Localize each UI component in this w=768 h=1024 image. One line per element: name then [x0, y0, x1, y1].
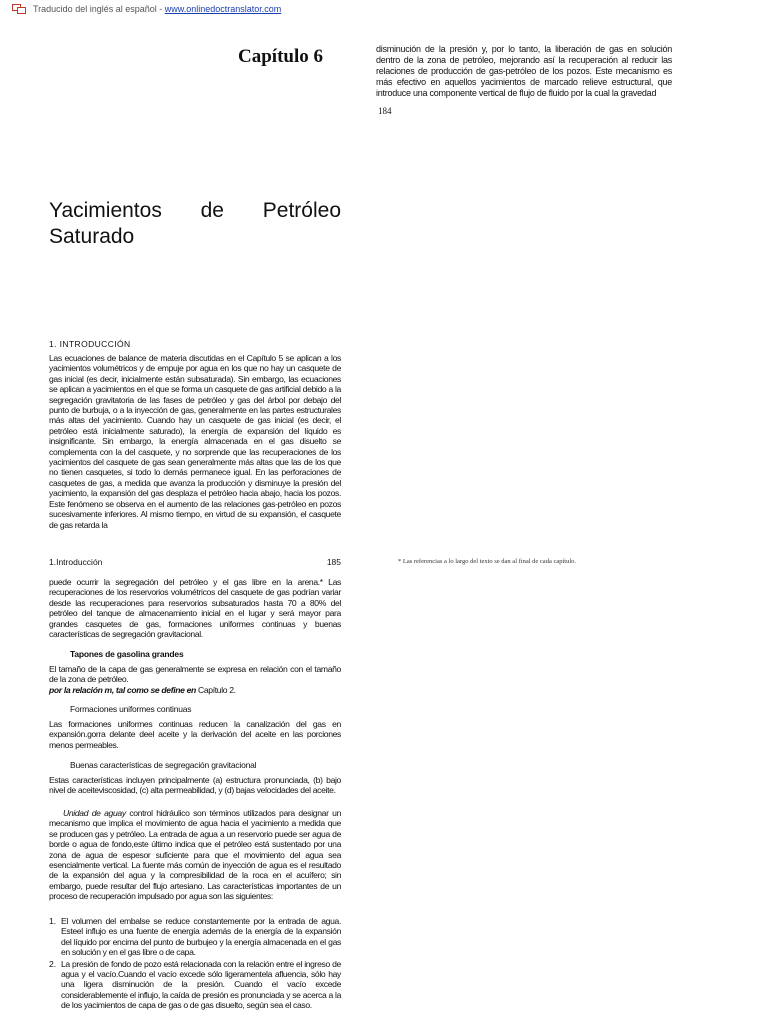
- footnote: * Las referencias a lo largo del texto se dan al final de cada capítulo.: [398, 558, 577, 565]
- banner-prefix: Traducido del inglés al español -: [33, 4, 165, 14]
- m-ratio-rest: Capítulo 2.: [198, 685, 236, 695]
- document-title: [49, 198, 341, 250]
- list-item-text: La presión de fondo de pozo está relacionada con la relación entre el ingreso de agua y el vacío.Cuando el vacío excede sólo ligeramentela afluencia, sólo hay una ligera disminución de la presión. Cuando el vacío excede considerablemente el influjo, la caída de presión es pronunciada y se acerca a la de los yacimientos de capa de gas o de gas disuelto, según sea el caso.: [61, 958, 341, 1011]
- paragraph-m-ratio: [49, 685, 341, 695]
- footer-section: 1.Introducción: [49, 557, 103, 567]
- intro-paragraph: Las ecuaciones de balance de materia discutidas en el Capítulo 5 se aplican a los yacimientos volumétricos y de empuje por agua en los que no hay un casquete de gas inicial (es decir, inicialmente están subsaturada). Sin embargo, las ecuaciones se aplican a yacimientos en el que se forma un casquete de gas artificial debido a la segregación gravitatoria de las fases de petróleo y gas del árbol por debajo del punto de burbuja, o a la inyección de gas, generalmente en las partes estructurales más altas del yacimiento. Cuando hay un casquete de gas inicial (es decir, el petróleo está inicialmente saturado), la energía de expansión del líquido es insignificante. Sin embargo, la energía almacenada en el gas disuelto se complementa con la del casquete, y no sorprende que las recuperaciones de los yacimientos del casquete de gas sean generalmente más altas que las de los que no tienen casquetes, si todo lo demás permanece igual. En las perforaciones de casquetes de gas, a medida que avanza la producción y disminuye la presión del yacimiento, la expansión del gas desplaza el petróleo hacia abajo, hacia los pozos. Este fenómeno se observa en el aumento de las relaciones gas-petróleo en pozos sucesivamente inferiores. Al mismo tiempo, en virtud de su expansión, el casquete de gas retarda la: [49, 353, 341, 530]
- heading-uniform-formations: Formaciones uniformes continuas: [70, 704, 192, 714]
- paragraph-water-drive: [49, 808, 341, 902]
- title-word-2: de: [200, 199, 224, 222]
- list-item: [49, 959, 341, 1011]
- translate-icon: [12, 4, 26, 14]
- translator-link[interactable]: www.onlinedoctranslator.com: [164, 4, 282, 14]
- translator-banner: [0, 0, 768, 18]
- water-drive-rest: control hidráulico son términos utilizados para designar un mecanismo que implica el movimiento de agua hacia el yacimiento a medida que se producen gas y petróleo. La entrada de agua a un reservorio puede ser agua de borde o agua de fondo,este último indica que el petróleo está sustentado por una zona de agua de espesor suficiente para que el movimiento del agua sea esencialmente vertical. La fuente más común de inyección de agua es el resultado de la expansión del agua y la compresibilidad de la roca en el acuífero; sin embargo, puede resultar del flujo artesiano. Las características importantes de un proceso de recuperación impulsado por agua son las siguientes:: [49, 808, 341, 902]
- page-footer: [49, 557, 341, 567]
- banner-text: [33, 4, 281, 14]
- paragraph-recoveries: puede ocurrir la segregación del petróleo y el gas libre en la arena.* Las recuperaciones de los reservorios volumétricos del casquete de gas podrían variar desde las recuperaciones para reservorios subsaturados hasta 70 a 80% del petróleo del tanque de almacenamiento inicial en el lugar y será mayor para grandes casquetes de gas, formaciones uniformes continuas y buenas características de segregación gravitacional.: [49, 577, 341, 640]
- heading-gas-caps: Tapones de gasolina grandes: [70, 649, 184, 659]
- list-item-number: 2.: [49, 958, 57, 969]
- title-line-2: Saturado: [49, 225, 135, 248]
- chapter-title: Capítulo 6: [238, 46, 323, 67]
- footer-page-number: 185: [326, 557, 341, 567]
- title-word-1: Yacimientos: [49, 199, 162, 222]
- right-column-paragraph: disminución de la presión y, por lo tanto, la liberación de gas en solución dentro de la zona de petróleo, mejorando así la recuperación al reducir las relaciones de producción de gas-petróleo de los pozos. Este mecanismo es más efectivo en aquellos yacimientos de marcado relieve estructural, que introduce una componente vertical de flujo de fluido por la cual la gravedad: [376, 44, 672, 98]
- paragraph-uniform-formations: Las formaciones uniformes continuas reducen la canalización del gas en expansión.gorra delante deel aceite y la derivación del aceite en las porciones menos permeables.: [49, 719, 341, 750]
- paragraph-segregation-traits: Estas características incluyen principalmente (a) estructura pronunciada, (b) bajo nivel de aceiteviscosidad, (c) alta permeabilidad, y (d) bajas velocidades del aceite.: [49, 775, 341, 796]
- list-item-number: 1.: [49, 916, 57, 926]
- water-drive-italic: Unidad de aguay: [63, 808, 126, 818]
- m-ratio-bold: por la relación m, tal como se define en: [49, 685, 196, 695]
- title-word-3: Petróleo: [262, 199, 341, 222]
- paragraph-gas-cap-size: El tamaño de la capa de gas generalmente se expresa en relación con el tamaño de la zona de petróleo.: [49, 664, 341, 685]
- list-item: [49, 916, 341, 958]
- section-heading: 1. INTRODUCCIÓN: [49, 339, 131, 349]
- list-item-text: El volumen del embalse se reduce constantemente por la entrada de agua. Esteel influjo es una fuente de energía además de la energía de la expansión del líquido por encima del punto de burbujeo y la energía almacenada en el gas en solución y en el gas libre o de capa.: [61, 916, 341, 958]
- heading-gravity-segregation: Buenas características de segregación gravitacional: [70, 760, 257, 770]
- water-drive-characteristics-list: [49, 916, 341, 1012]
- right-page-number: 184: [378, 106, 392, 116]
